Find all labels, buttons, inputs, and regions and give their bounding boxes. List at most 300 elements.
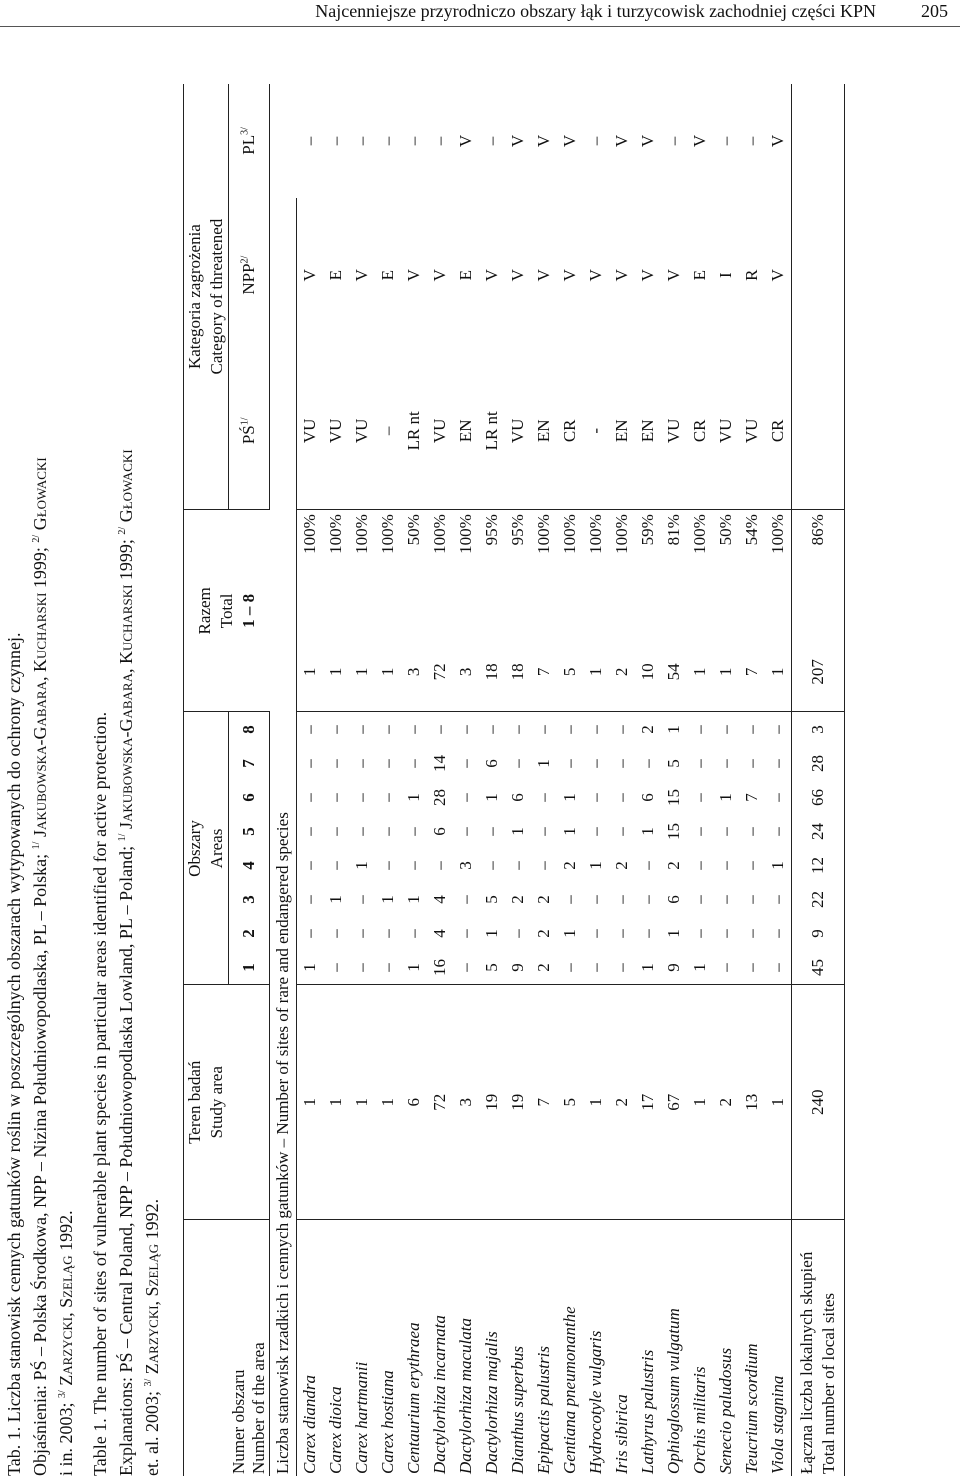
area-4-count: –	[300, 861, 319, 870]
species-name: Dactylorhiza maculata	[456, 1318, 475, 1474]
total-count: 54	[661, 632, 687, 712]
category-ps: EN	[531, 352, 557, 509]
area-4-count: 1	[768, 861, 787, 870]
area-4-count: –	[742, 861, 761, 870]
area-5-count: –	[586, 827, 605, 836]
area-3-count: 2	[508, 895, 527, 904]
area-3-count: –	[742, 895, 761, 904]
study-area-count: 1	[375, 985, 401, 1220]
total-percent: 100%	[326, 514, 345, 554]
areas-header: Obszary Areas	[184, 712, 229, 985]
study-area-count: 72	[427, 985, 453, 1220]
area-7-count: –	[560, 759, 579, 768]
area-7-count: 14	[430, 754, 449, 772]
area-3-count: 6	[664, 895, 683, 904]
area-2-count: –	[508, 929, 527, 938]
area-7-count: –	[300, 759, 319, 768]
species-table	[183, 84, 845, 1476]
category-npp: V	[768, 269, 787, 282]
species-name: Lathyrus palustris	[638, 1349, 657, 1474]
area-3-count: 1	[404, 895, 423, 904]
area-6-count: –	[690, 793, 709, 802]
caption-en-line1: Table 1. The number of sites of vulnerable plant species in particular areas identified for active protection.	[90, 711, 110, 1476]
area-7-count: –	[586, 759, 605, 768]
area-6-count: –	[768, 793, 787, 802]
area-4-count: 3	[456, 861, 475, 870]
study-area-count: 1	[349, 985, 375, 1220]
category-ps: LR nt	[479, 352, 505, 509]
category-ps: EN	[609, 352, 635, 509]
area-5-count: –	[612, 827, 631, 836]
category-ps: CR	[765, 352, 792, 509]
total-count: 7	[739, 632, 765, 712]
category-pl: V	[612, 134, 631, 148]
area-1-count: –	[609, 950, 635, 985]
area-2-count: –	[690, 929, 709, 938]
study-area-count: 3	[453, 985, 479, 1220]
area-6-count: –	[456, 793, 475, 802]
area-7-count: 6	[482, 759, 501, 768]
area-2-count: –	[586, 929, 605, 938]
total-count: 1	[583, 632, 609, 712]
area-2-count: –	[352, 929, 371, 938]
total-count: 1	[765, 632, 792, 712]
area-1-count: 1	[401, 950, 427, 985]
category-ps: CR	[687, 352, 713, 509]
area-1-count: –	[739, 950, 765, 985]
total-count: 1	[323, 632, 349, 712]
category-pl: –	[742, 136, 761, 146]
area-8-count: –	[586, 725, 605, 734]
total-percent: 81%	[664, 514, 683, 546]
area-5-count: 6	[430, 827, 449, 836]
total-count: 10	[635, 632, 661, 712]
area-3-count: –	[768, 895, 787, 904]
table-row	[505, 84, 531, 1476]
area-7-count: –	[326, 759, 345, 768]
study-area-count: 6	[401, 985, 427, 1220]
area-6-count: 6	[638, 793, 657, 802]
area-5-count: –	[482, 827, 501, 836]
area-4-count: –	[638, 861, 657, 870]
area-2-count: 1	[664, 929, 683, 938]
species-name: Dactylorhiza incarnata	[430, 1315, 449, 1474]
area-6-count: 28	[430, 788, 449, 806]
table-row	[401, 84, 427, 1476]
area-8-count: –	[404, 725, 423, 734]
area-2-count: –	[378, 929, 397, 938]
area-6-count: 1	[404, 793, 423, 802]
category-ps: CR	[557, 352, 583, 509]
area-8-count: 1	[664, 725, 683, 734]
area-2-count: –	[404, 929, 423, 938]
total-percent: 100%	[300, 514, 319, 554]
area-3-count: –	[716, 895, 735, 904]
area-3-count: –	[612, 895, 631, 904]
area-2-count: –	[768, 929, 787, 938]
category-ps: VU	[427, 352, 453, 509]
category-pl: –	[378, 136, 397, 146]
category-npp: E	[690, 269, 709, 281]
area-6-count: –	[326, 793, 345, 802]
area-1-count: –	[375, 950, 401, 985]
category-npp: V	[664, 269, 683, 282]
area-8-count: –	[612, 725, 631, 734]
total-count: 72	[427, 632, 453, 712]
area-1-count: –	[583, 950, 609, 985]
total-percent: 100%	[690, 514, 709, 554]
total-percent: 95%	[482, 514, 501, 546]
table-row	[427, 84, 453, 1476]
area-8-count: –	[456, 725, 475, 734]
study-area-count: 19	[505, 985, 531, 1220]
area-3-count: 4	[430, 895, 449, 904]
area-7-count: 1	[534, 759, 553, 768]
table-row	[297, 84, 324, 1476]
area-7-count: –	[404, 759, 423, 768]
area-1-count: 9	[505, 950, 531, 985]
category-npp: V	[352, 269, 371, 282]
area-6-count: 1	[716, 793, 735, 802]
category-pl: –	[430, 136, 449, 146]
area-5-count: –	[690, 827, 709, 836]
area-8-count: 2	[638, 725, 657, 734]
area-1-count: 1	[635, 950, 661, 985]
area-8-count: –	[508, 725, 527, 734]
category-npp: V	[300, 269, 319, 282]
table-row	[661, 84, 687, 1476]
area-3-count: –	[638, 895, 657, 904]
category-pl: V	[768, 134, 787, 148]
area-8-count: –	[742, 725, 761, 734]
total-count: 3	[453, 632, 479, 712]
category-npp: V	[534, 269, 553, 282]
species-name: Iris sibirica	[612, 1394, 631, 1474]
category-npp: V	[638, 269, 657, 282]
area-3-count: –	[690, 895, 709, 904]
area-8-count: –	[716, 725, 735, 734]
area-5-count: 1	[638, 827, 657, 836]
area-5-count: –	[534, 827, 553, 836]
area-3-count: –	[560, 895, 579, 904]
area-4-count: 2	[664, 861, 683, 870]
area-1-count: 5	[479, 950, 505, 985]
area-4-count: –	[430, 861, 449, 870]
species-name: Centaurium erythraea	[404, 1322, 423, 1474]
table-body	[270, 84, 792, 1476]
area-5-count: 1	[560, 827, 579, 836]
category-pl: –	[299, 136, 319, 146]
area-5-count: 1	[508, 827, 527, 836]
total-count: 18	[479, 632, 505, 712]
area-5-count: –	[352, 827, 371, 836]
study-area-count: 1	[687, 985, 713, 1220]
table-row	[765, 84, 792, 1476]
category-pl: V	[638, 134, 657, 148]
table-row	[609, 84, 635, 1476]
area-4-count: 2	[560, 861, 579, 870]
category-pl: –	[326, 136, 345, 146]
area-2-count: –	[742, 929, 761, 938]
category-npp: I	[716, 272, 735, 278]
category-npp: V	[482, 269, 501, 282]
area-1-count: –	[323, 950, 349, 985]
species-name: Teucrium scordium	[742, 1343, 761, 1474]
category-pl: –	[482, 136, 501, 146]
area-4-count: –	[404, 861, 423, 870]
table-row	[479, 84, 505, 1476]
species-name: Ophioglossum vulgatum	[664, 1308, 683, 1474]
species-name: Viola stagnina	[768, 1375, 787, 1474]
area-5-count: –	[326, 827, 345, 836]
area-2-count: –	[456, 929, 475, 938]
section-title: Liczba stanowisk rzadkich i cennych gatunków – Number of sites of rare and endangered species	[270, 198, 297, 1476]
area-1-count: –	[349, 950, 375, 985]
study-area-count: 67	[661, 985, 687, 1220]
area-4-count: –	[534, 861, 553, 870]
category-ps: VU	[349, 352, 375, 509]
study-area-header: Teren badań Study area	[184, 985, 229, 1220]
total-count: 1	[297, 632, 324, 712]
table-row	[349, 84, 375, 1476]
category-npp: V	[560, 269, 579, 282]
study-area-count: 13	[739, 985, 765, 1220]
category-pl: –	[352, 136, 371, 146]
area-7-count: –	[612, 759, 631, 768]
total-count: 7	[531, 632, 557, 712]
caption-en-line3: et. al. 2003; $^{3/}$ Zarzycki, Szeląg 1992.	[142, 1198, 162, 1476]
area-4-count: 1	[352, 861, 371, 870]
area-2-count: 2	[534, 929, 553, 938]
area-4-count: –	[716, 861, 735, 870]
category-pl: –	[716, 136, 735, 146]
area-2-count: 4	[430, 929, 449, 938]
total-count: 1	[713, 632, 739, 712]
area-1-count: 1	[687, 950, 713, 985]
area-3-count: –	[352, 895, 371, 904]
area-1-count: –	[713, 950, 739, 985]
area-1-count: 9	[661, 950, 687, 985]
category-ps: -	[583, 352, 609, 509]
category-npp: E	[456, 269, 475, 281]
area-2-count: 1	[560, 929, 579, 938]
category-pl: –	[404, 136, 423, 146]
species-name: Epipactis palustris	[534, 1346, 553, 1474]
area-1-count: 16	[427, 950, 453, 985]
area-4-count: –	[378, 861, 397, 870]
category-pl: –	[586, 136, 605, 146]
area-3-count: 1	[326, 895, 345, 904]
total-percent: 54%	[742, 514, 761, 546]
area-4-count: –	[326, 861, 345, 870]
area-6-count: –	[612, 793, 631, 802]
category-pl: V	[508, 134, 527, 148]
area-6-count: 6	[508, 793, 527, 802]
category-npp: E	[378, 269, 397, 281]
area-7-count: –	[456, 759, 475, 768]
section-row	[270, 84, 297, 1476]
area-5-count: –	[742, 827, 761, 836]
area-8-count: –	[560, 725, 579, 734]
area-5-count: –	[716, 827, 735, 836]
area-6-count: –	[352, 793, 371, 802]
total-count: 1	[349, 632, 375, 712]
summary-row: Łączna liczba lokalnych skupień Total number of local sites 240 45 9 22 12 24 66 28 3 207 86%	[792, 84, 845, 1476]
table-row	[687, 84, 713, 1476]
species-name: Senecio paludosus	[716, 1347, 735, 1474]
total-percent: 100%	[534, 514, 553, 554]
category-pl: V	[534, 134, 553, 148]
page-number: 205	[921, 1, 948, 21]
header-row-1	[184, 84, 229, 1476]
area-2-count: –	[638, 929, 657, 938]
area-5-count: 15	[664, 822, 683, 840]
caption-pl-line2: Objaśnienia: PŚ – Polska Środkowa, NPP – Nizina Południowopodlaska, PL – Polska; $^{1/}$ Jakubowska-Gabara, Kucharski 1999; $^{2/}$ Głowacki	[30, 457, 50, 1476]
total-percent: 100%	[456, 514, 475, 554]
area-3-count: –	[300, 895, 319, 904]
category-pl: –	[664, 136, 683, 146]
area-8-count: –	[482, 725, 501, 734]
category-ps: EN	[453, 352, 479, 509]
area-6-count: 15	[664, 788, 683, 806]
caption-pl-line1: Tab. 1. Liczba stanowisk cennych gatunków roślin w poszczególnych obszarach wytypowanych do ochrony czynnej.	[4, 632, 24, 1476]
total-percent: 100%	[768, 514, 787, 554]
total-percent: 100%	[612, 514, 631, 554]
total-percent: 95%	[508, 514, 527, 546]
area-3-count: 2	[534, 895, 553, 904]
area-3-count: –	[456, 895, 475, 904]
total-percent: 100%	[430, 514, 449, 554]
table-row	[583, 84, 609, 1476]
area-2-count: –	[612, 929, 631, 938]
area-3-count: 5	[482, 895, 501, 904]
area-7-count: –	[716, 759, 735, 768]
category-ps: LR nt	[401, 352, 427, 509]
category-ps: EN	[635, 352, 661, 509]
category-ps: VU	[297, 352, 324, 509]
area-2-count: –	[716, 929, 735, 938]
area-7-count: –	[378, 759, 397, 768]
area-2-count: 1	[482, 929, 501, 938]
total-percent: 50%	[716, 514, 735, 546]
area-8-count: –	[768, 725, 787, 734]
area-3-count: –	[586, 895, 605, 904]
species-name: Carex hostiana	[378, 1370, 397, 1474]
area-4-count: –	[690, 861, 709, 870]
category-npp: V	[586, 269, 605, 282]
area-2-count: –	[326, 929, 345, 938]
threat-header: Kategoria zagrożenia Category of threatened	[184, 84, 229, 510]
area-4-count: –	[482, 861, 501, 870]
species-name: Carex dioica	[326, 1386, 345, 1474]
category-ps: VU	[739, 352, 765, 509]
total-count: 3	[401, 632, 427, 712]
total-percent: 100%	[378, 514, 397, 554]
species-name: Gentiana pneumonanthe	[560, 1306, 579, 1474]
category-npp: V	[404, 269, 423, 282]
table-row	[713, 84, 739, 1476]
area-1-count: –	[765, 950, 792, 985]
area-6-count: –	[586, 793, 605, 802]
total-percent: 100%	[586, 514, 605, 554]
category-ps: –	[375, 352, 401, 509]
area-7-count: –	[352, 759, 371, 768]
category-ps: VU	[323, 352, 349, 509]
table-row	[739, 84, 765, 1476]
caption-en-line2: Explanations: PŚ – Central Poland, NPP – Południowopodlaska Lowland, PL – Poland; $^{1/}$ Jakubowska-Gabara, Kucharski 1999; $^{2/}$ Głowacki	[116, 449, 136, 1476]
category-pl: V	[456, 134, 475, 148]
total-count: 18	[505, 632, 531, 712]
area-6-count: 7	[742, 793, 761, 802]
study-area-count: 1	[297, 985, 324, 1220]
area-5-count: –	[378, 827, 397, 836]
area-8-count: –	[300, 725, 319, 734]
total-percent: 100%	[560, 514, 579, 554]
study-area-count: 5	[557, 985, 583, 1220]
area-7-count: –	[638, 759, 657, 768]
area-4-count: –	[508, 861, 527, 870]
total-count: 2	[609, 632, 635, 712]
area-4-count: 1	[586, 861, 605, 870]
species-name: Carex diandra	[300, 1374, 319, 1474]
total-percent: 100%	[352, 514, 371, 554]
total-count: 1	[375, 632, 401, 712]
area-1-count: –	[557, 950, 583, 985]
table-row	[635, 84, 661, 1476]
study-area-count: 19	[479, 985, 505, 1220]
category-npp: V	[508, 269, 527, 282]
area-1-count: 2	[531, 950, 557, 985]
total-header: Razem Total 1 – 8	[184, 510, 270, 712]
area-6-count: 1	[482, 793, 501, 802]
area-8-count: –	[534, 725, 553, 734]
area-8-count: –	[690, 725, 709, 734]
study-area-count: 17	[635, 985, 661, 1220]
category-npp: V	[430, 269, 449, 282]
caption-pl-line3: i in. 2003; $^{3/}$ Zarzycki, Szeląg 1992.	[56, 1210, 76, 1476]
species-name: Dianthus superbus	[508, 1346, 527, 1474]
area-6-count: –	[300, 793, 319, 802]
study-area-count: 1	[323, 985, 349, 1220]
category-pl: V	[560, 134, 579, 148]
category-npp: R	[742, 269, 761, 281]
rotated-page-content	[0, 28, 960, 1484]
area-7-count: 5	[664, 759, 683, 768]
category-ps: VU	[505, 352, 531, 509]
total-percent: 50%	[404, 514, 423, 546]
area-8-count: –	[326, 725, 345, 734]
study-area-count: 2	[609, 985, 635, 1220]
category-ps: VU	[661, 352, 687, 509]
table-row	[323, 84, 349, 1476]
species-name: Dactylorhiza majalis	[482, 1331, 501, 1474]
table-row	[531, 84, 557, 1476]
header-row-2: Numer obszaru Number of the area 1 2 3 4 5 6 7 8 $PŚ^{1/}$ $NPP^{2/}$ $PL^{3/}$	[229, 84, 270, 1476]
study-area-count: 2	[713, 985, 739, 1220]
species-name: Orchis militaris	[690, 1366, 709, 1474]
area-2-count: –	[300, 929, 319, 938]
area-5-count: –	[768, 827, 787, 836]
area-1-count: –	[453, 950, 479, 985]
area-4-count: 2	[612, 861, 631, 870]
area-7-count: –	[742, 759, 761, 768]
table-row	[375, 84, 401, 1476]
area-1-count: 1	[297, 950, 324, 985]
area-6-count: –	[534, 793, 553, 802]
total-count: 1	[687, 632, 713, 712]
area-5-count: –	[456, 827, 475, 836]
table-row	[453, 84, 479, 1476]
